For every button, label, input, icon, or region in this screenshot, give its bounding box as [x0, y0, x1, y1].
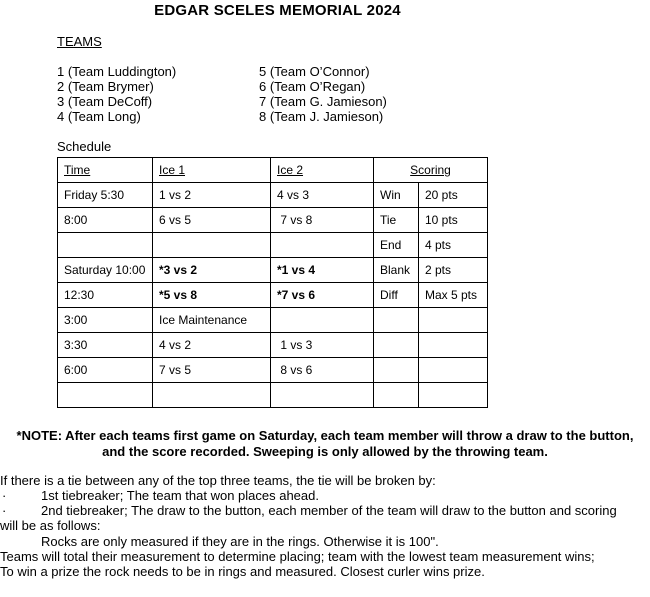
cell-ice2: [271, 383, 374, 408]
cell-time: 6:00: [58, 358, 153, 383]
teams-heading: TEAMS: [57, 34, 102, 49]
table-header-row: [58, 158, 488, 183]
header-time: Time: [58, 158, 153, 183]
note: [0, 428, 650, 460]
cell-time: [58, 383, 153, 408]
cell-score-label: Win: [374, 183, 419, 208]
cell-score-value: Max 5 pts: [419, 283, 488, 308]
cell-time: 8:00: [58, 208, 153, 233]
cell-ice1: Ice Maintenance: [153, 308, 271, 333]
cell-ice2: 4 vs 3: [271, 183, 374, 208]
cell-score-label: Diff: [374, 283, 419, 308]
cell-ice1: 4 vs 2: [153, 333, 271, 358]
bullet: ·: [2, 503, 7, 518]
cell-score-value: 4 pts: [419, 233, 488, 258]
cell-ice1: *3 vs 2: [153, 258, 271, 283]
schedule-table: [57, 157, 488, 408]
team-entry: 6 (Team O’Regan): [259, 79, 366, 94]
cell-time: 12:30: [58, 283, 153, 308]
cell-score-value: [419, 358, 488, 383]
cell-score-value: [419, 308, 488, 333]
table-row: [58, 283, 488, 308]
header-scoring: Scoring: [374, 158, 488, 183]
cell-score-label: Blank: [374, 258, 419, 283]
team-entry: 1 (Team Luddington): [57, 64, 177, 79]
cell-ice1: [153, 383, 271, 408]
cell-ice1: [153, 233, 271, 258]
tiebreak-item-1: 1st tiebreaker; The team that won places ahead.: [41, 488, 319, 503]
table-row: [58, 383, 488, 408]
cell-ice2: 8 vs 6: [271, 358, 374, 383]
note-line: and the score recorded. Sweeping is only allowed by the throwing team.: [102, 444, 548, 459]
cell-ice1: *5 vs 8: [153, 283, 271, 308]
cell-score-label: Tie: [374, 208, 419, 233]
table-row: [58, 258, 488, 283]
team-entry: 5 (Team O’Connor): [259, 64, 370, 79]
total-rule: Teams will total their measurement to determine placing; team with the lowest team measurement wins;: [0, 549, 595, 564]
cell-time: Friday 5:30: [58, 183, 153, 208]
cell-time: 3:00: [58, 308, 153, 333]
cell-ice2: *7 vs 6: [271, 283, 374, 308]
cell-ice2: [271, 233, 374, 258]
header-ice1: Ice 1: [153, 158, 271, 183]
team-entry: 4 (Team Long): [57, 109, 141, 124]
team-entry: 3 (Team DeCoff): [57, 94, 153, 109]
cell-time: Saturday 10:00: [58, 258, 153, 283]
team-entry: 7 (Team G. Jamieson): [259, 94, 387, 109]
cell-score-value: 20 pts: [419, 183, 488, 208]
cell-score-value: [419, 333, 488, 358]
cell-score-value: 2 pts: [419, 258, 488, 283]
cell-score-label: [374, 333, 419, 358]
tiebreak-item-2: 2nd tiebreaker; The draw to the button, each member of the team will draw to the button and scoring: [41, 503, 617, 518]
cell-score-value: [419, 383, 488, 408]
cell-ice1: 7 vs 5: [153, 358, 271, 383]
header-ice2: Ice 2: [271, 158, 374, 183]
cell-time: [58, 233, 153, 258]
tiebreak-item-2-cont: will be as follows:: [0, 518, 101, 533]
cell-ice2: 1 vs 3: [271, 333, 374, 358]
schedule-label: Schedule: [57, 139, 112, 154]
table-row: [58, 308, 488, 333]
cell-ice1: 1 vs 2: [153, 183, 271, 208]
table-row: [58, 208, 488, 233]
table-row: [58, 358, 488, 383]
cell-score-label: [374, 308, 419, 333]
table-row: [58, 233, 488, 258]
cell-score-label: End: [374, 233, 419, 258]
note-line: *NOTE: After each teams first game on Saturday, each team member will throw a draw to the button,: [16, 428, 634, 443]
team-entry: 2 (Team Brymer): [57, 79, 154, 94]
document-title: EDGAR SCELES MEMORIAL 2024: [154, 2, 401, 19]
tiebreak-intro: If there is a tie between any of the top three teams, the tie will be broken by:: [0, 473, 436, 488]
cell-ice2: 7 vs 8: [271, 208, 374, 233]
cell-score-value: 10 pts: [419, 208, 488, 233]
table-row: [58, 333, 488, 358]
bullet: ·: [2, 488, 7, 503]
table-row: [58, 183, 488, 208]
cell-score-label: [374, 358, 419, 383]
cell-ice2: [271, 308, 374, 333]
prize-rule: To win a prize the rock needs to be in rings and measured. Closest curler wins prize.: [0, 564, 485, 579]
cell-score-label: [374, 383, 419, 408]
team-entry: 8 (Team J. Jamieson): [259, 109, 384, 124]
cell-ice1: 6 vs 5: [153, 208, 271, 233]
cell-ice2: *1 vs 4: [271, 258, 374, 283]
rocks-rule: Rocks are only measured if they are in the rings. Otherwise it is 100".: [41, 534, 439, 549]
cell-time: 3:30: [58, 333, 153, 358]
